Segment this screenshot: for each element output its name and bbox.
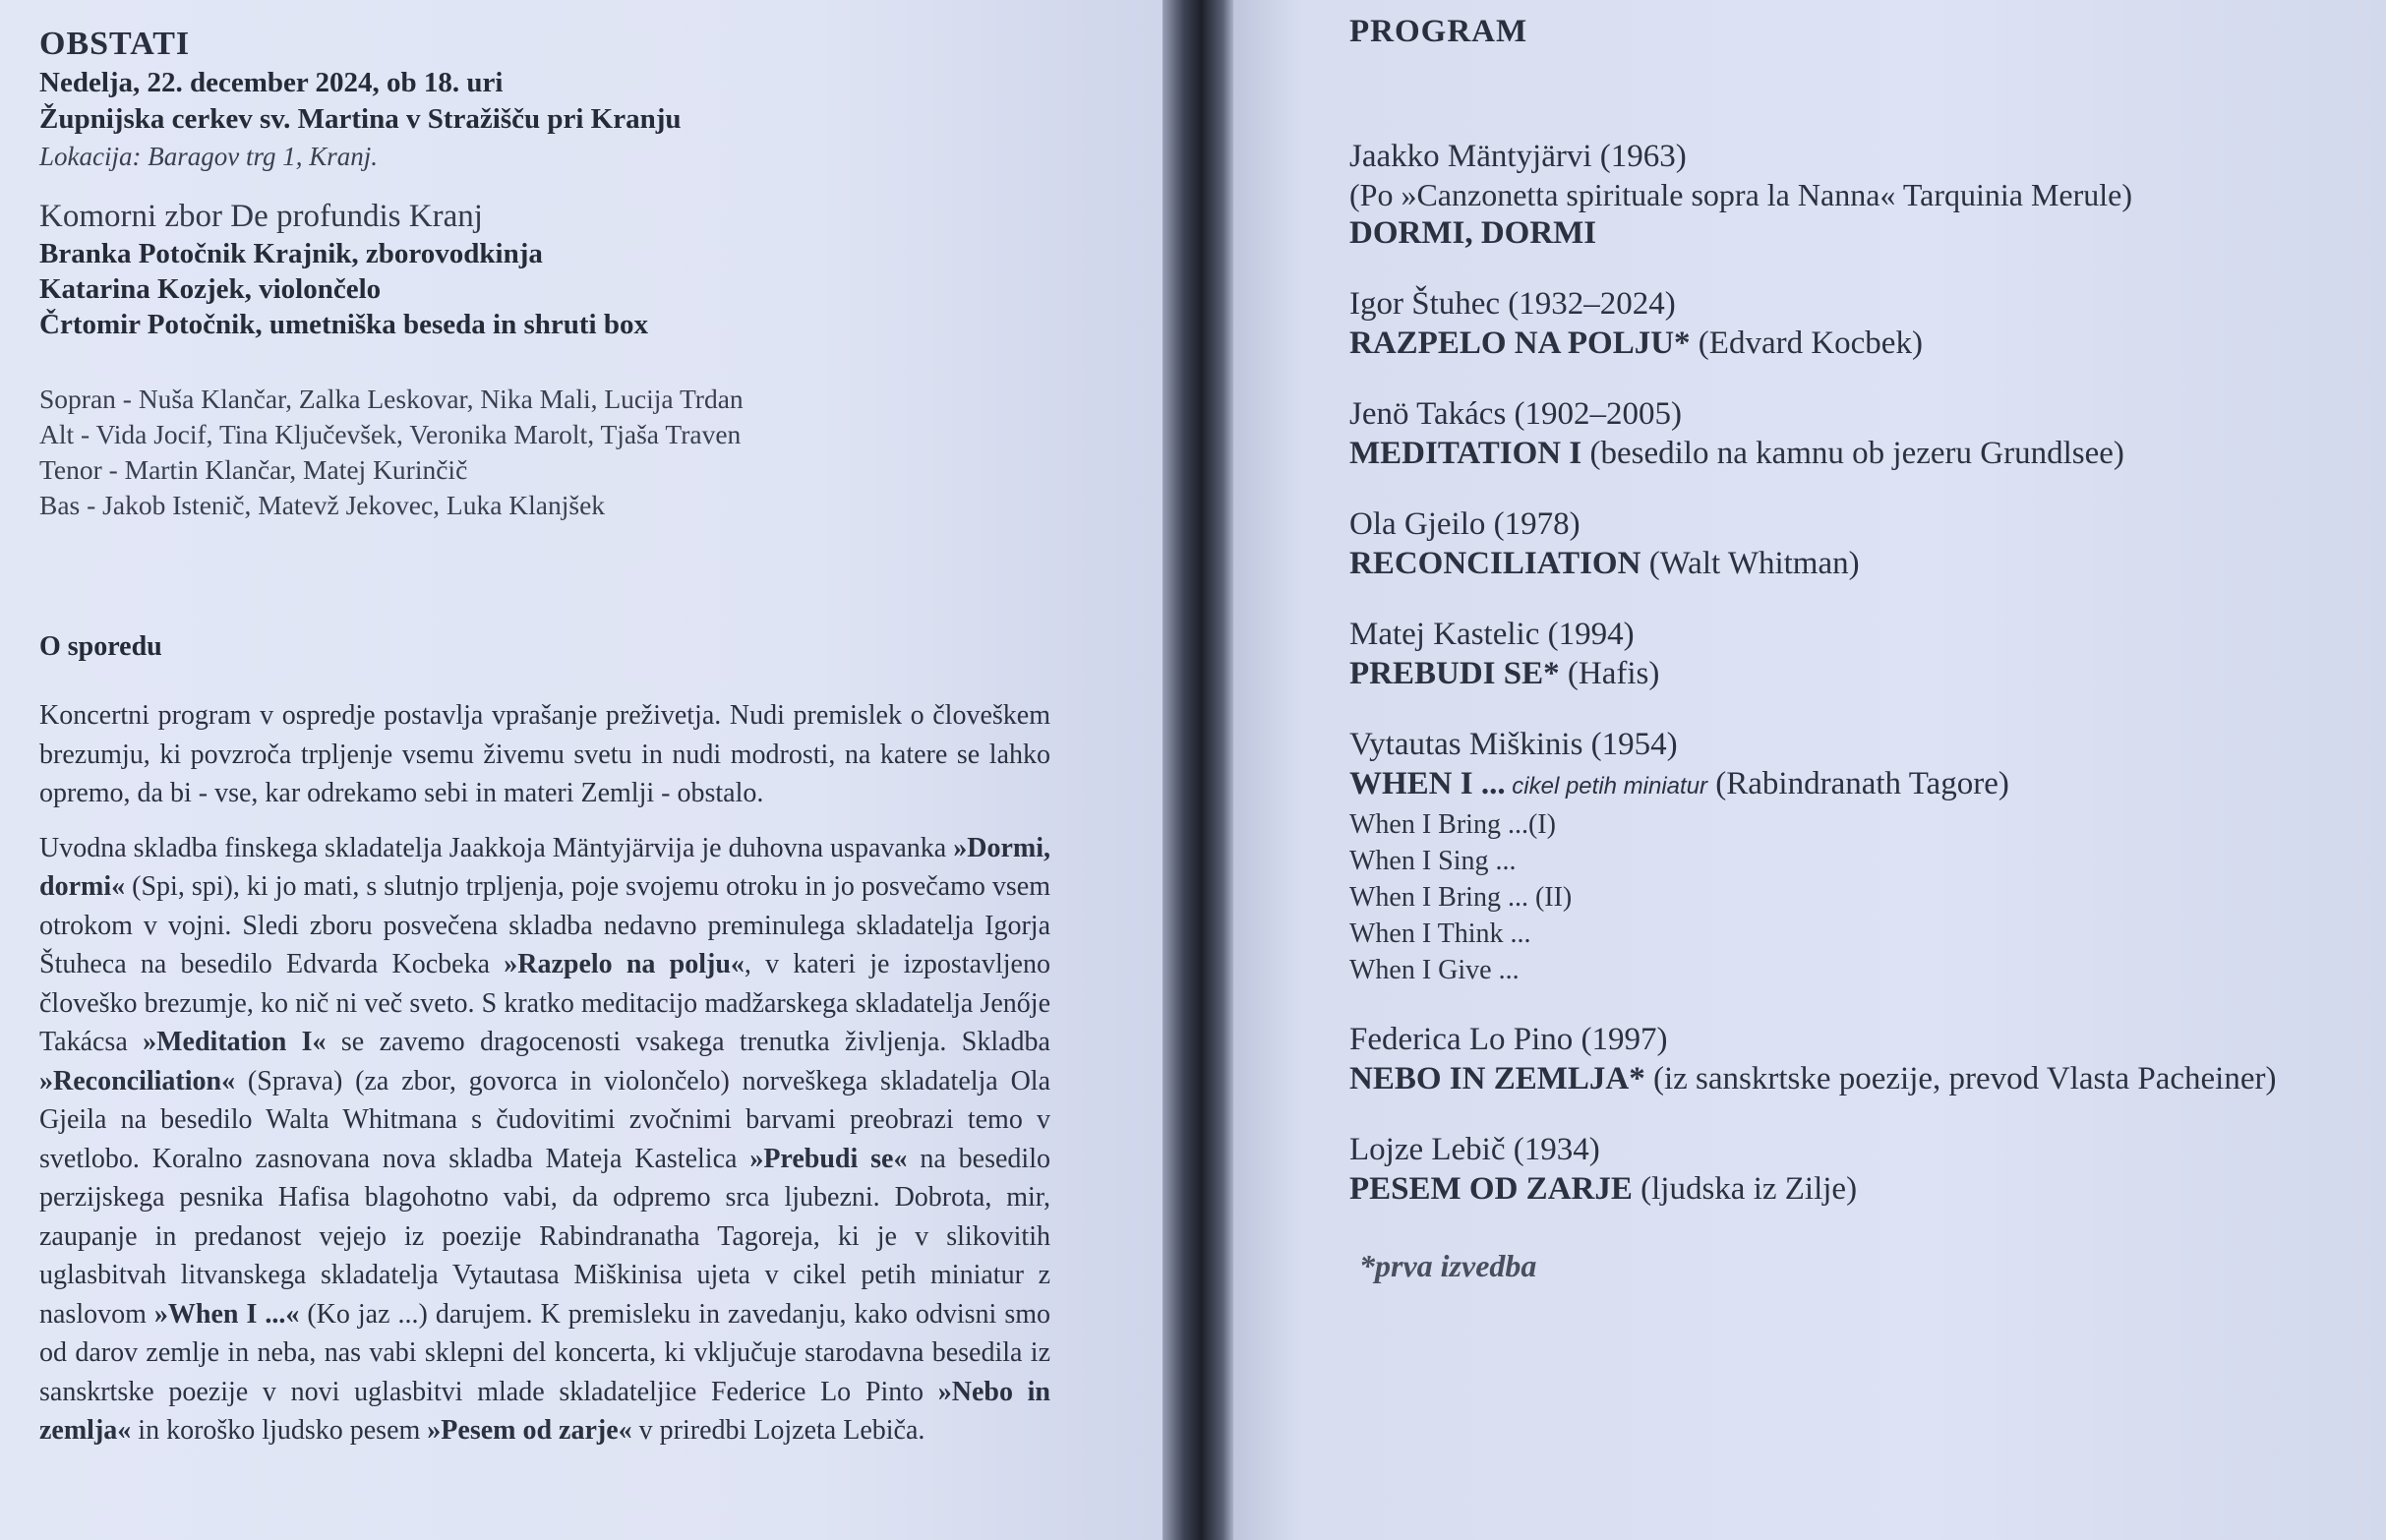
program-heading: PROGRAM (1349, 14, 1528, 49)
voice-tenor: Tenor - Martin Klančar, Matej Kurinčič (39, 454, 468, 485)
work-title: WHEN I ... (1349, 766, 1506, 801)
voice-soprano: Sopran - Nuša Klančar, Zalka Leskovar, Nika Mali, Lucija Trdan (39, 384, 744, 414)
composer-name: Jenö Takács (1902–2005) (1349, 396, 1683, 432)
work-title: PREBUDI SE* (1349, 656, 1560, 691)
work-title: MEDITATION I (1349, 436, 1582, 471)
composer-name: Jaakko Mäntyjärvi (1963) (1349, 139, 1687, 174)
composer-name: Ola Gjeilo (1978) (1349, 506, 1581, 542)
voice-bass: Bas - Jakob Istenič, Matevž Jekovec, Luka Klanjšek (39, 490, 606, 520)
program-item (1349, 137, 2347, 253)
composer-name: Lojze Lebič (1934) (1349, 1132, 1600, 1167)
work-text-source: (iz sanskrtske poezije, prevod Vlasta Pacheiner) (1644, 1061, 2277, 1096)
composer-name: Matej Kastelic (1994) (1349, 617, 1635, 652)
work-title: RECONCILIATION (1349, 546, 1641, 581)
credit-conductor: Branka Potočnik Krajnik, zborovodkinja (39, 238, 543, 269)
credit-cello: Katarina Kozjek, violončelo (39, 273, 382, 305)
voice-list (39, 382, 1123, 523)
about-heading: O sporedu (39, 631, 162, 662)
movement-item: When I Think ... (1349, 918, 1531, 949)
movement-item: When I Give ... (1349, 955, 1520, 985)
cycle-note: cikel petih miniatur (1505, 773, 1708, 800)
about-paragraph-intro: Koncertni program v ospredje postavlja vprašanje preživetja. Nudi premislek o človeškem brezumju, ki povzroča trpljenje vsemu živemu svetu in nudi modrosti, na katere se lahko opremo, da bi - vse, kar odrekamo sebi in materi Zemlji - obstalo. (39, 700, 1050, 808)
concert-location: Lokacija: Baragov trg 1, Kranj. (39, 142, 378, 171)
work-title: PESEM OD ZARJE (1349, 1171, 1633, 1207)
program-item (1349, 394, 2347, 473)
program-item (1349, 284, 2347, 363)
work-text-source: (besedilo na kamnu ob jezeru Grundlsee) (1581, 436, 2124, 471)
book-gutter (1163, 0, 1233, 1540)
program-item (1349, 725, 2347, 988)
work-title: NEBO IN ZEMLJA* (1349, 1061, 1645, 1096)
work-title: RAZPELO NA POLJU* (1349, 326, 1691, 361)
program-item (1349, 615, 2347, 693)
work-text-source: (Walt Whitman) (1640, 546, 1860, 581)
movement-item: When I Bring ...(I) (1349, 809, 1556, 840)
movement-item: When I Bring ... (II) (1349, 882, 1573, 913)
about-paragraph-program: Uvodna skladba finskega skladatelja Jaakkoja Mäntyjärvija je duhovna uspavanka »Dormi, dormi« (Spi, spi), ki jo mati, s slutnjo trpljenja, poje svojemu otroku in jo posvečamo vsem otrokom v vojni. Sledi zboru posvečena skladba nedavno preminulega skladatelja Igorja Štuheca na besedilo Edvarda Kocbeka »Razpelo na polju«, v kateri je izpostavljeno človeško brezumje, ko nič ni več sveto. S kratko meditacijo madžarskega skladatelja Jenője Takácsa »Meditation I« se zavemo dragocenosti vsakega trenutka življenja. Skladba »Reconciliation« (Sprava) (za zbor, govorca in violončelo) norveškega skladatelja Ola Gjeila na besedilo Walta Whitmana s čudovitimi zvočnimi barvami preobrazi temo v svetlobo. Koralno zasnovana nova skladba Mateja Kastelica »Prebudi se« na besedilo perzijskega pesnika Hafisa blagohotno vabi, da odpremo srca ljubezni. Dobrota, mir, zaupanje in predanost vejejo iz poezije Rabindranatha Tagoreja, ki je v slikovitih uglasbitvah litvanskega skladatelja Vytautasa Miškinisa ujeta v cikel petih miniatur z naslovom »When I ...« (Ko jaz ...) darujem. K premisleku in zavedanju, kako odvisni smo od darov zemlje in neba, nas vabi sklepni del koncerta, ki vključuje starodavna besedila iz sanskrtske poezije v novi uglasbitvi mlade skladateljice Federice Lo Pinto »Nebo in zemlja« in koroško ljudsko pesem »Pesem od zarje« v priredbi Lojzeta Lebiča. (39, 832, 1051, 1446)
work-source: (Po »Canzonetta spirituale sopra la Nanna« Tarquinia Merule) (1349, 177, 2133, 212)
concert-title: OBSTATI (39, 26, 191, 62)
right-page (1233, 0, 2386, 1540)
work-text-source: (Hafis) (1559, 656, 1660, 691)
work-text-source: (Rabindranath Tagore) (1707, 766, 2009, 801)
program-item (1349, 504, 2347, 583)
movement-item: When I Sing ... (1349, 846, 1517, 876)
work-text-source: (Edvard Kocbek) (1690, 326, 1923, 361)
credit-narrator: Črtomir Potočnik, umetniška beseda in shruti box (39, 309, 648, 340)
program-item (1349, 1130, 2347, 1209)
concert-venue: Župnijska cerkev sv. Martina v Stražišču pri Kranju (39, 103, 682, 135)
composer-name: Vytautas Miškinis (1954) (1349, 727, 1678, 762)
voice-alto: Alt - Vida Jocif, Tina Ključevšek, Veronika Marolt, Tjaša Traven (39, 419, 742, 449)
composer-name: Federica Lo Pino (1997) (1349, 1022, 1668, 1057)
choir-name: Komorni zbor De profundis Kranj (39, 199, 483, 234)
concert-date: Nedelja, 22. december 2024, ob 18. uri (39, 67, 504, 98)
left-page (0, 0, 1163, 1540)
composer-name: Igor Štuhec (1932–2024) (1349, 286, 1676, 322)
program-item (1349, 1020, 2347, 1098)
work-title: DORMI, DORMI (1349, 215, 1597, 251)
work-text-source: (ljudska iz Zilje) (1632, 1171, 1858, 1207)
premiere-footnote: *prva izvedba (1359, 1248, 1537, 1283)
